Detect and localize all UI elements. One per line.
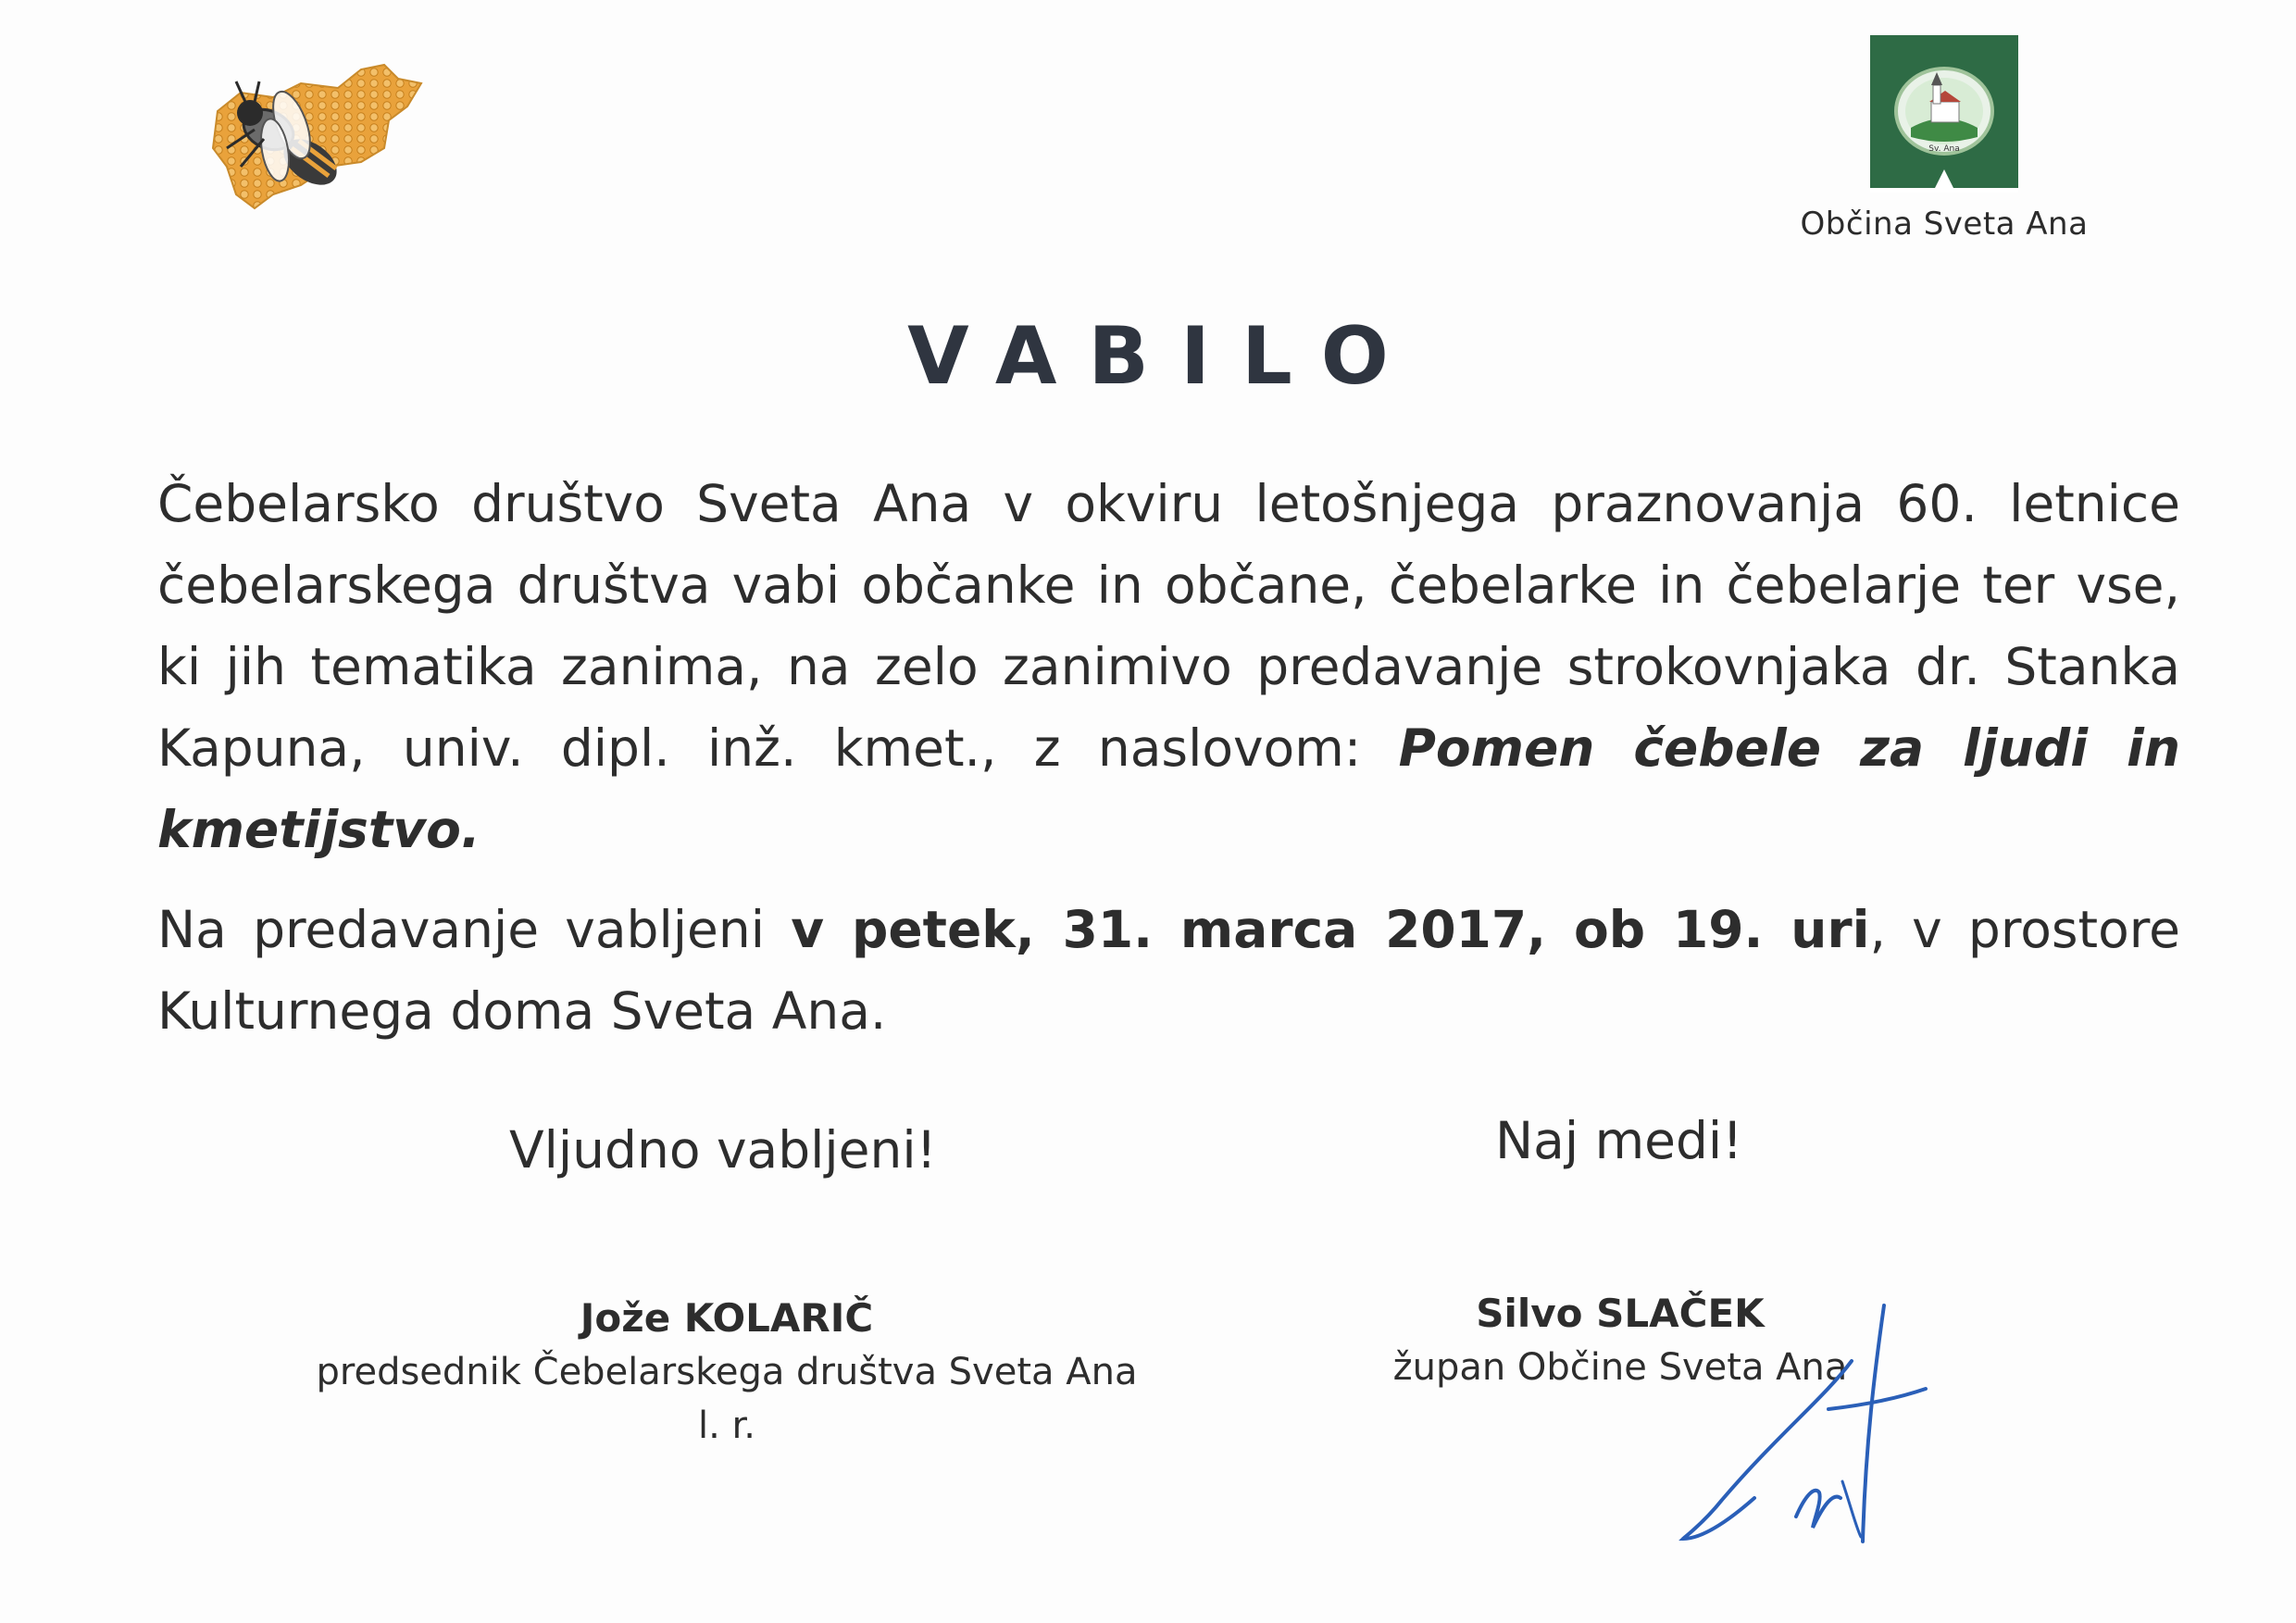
lecture-title: Pomen čebele za ljudi in kmetijstvo. xyxy=(157,718,2180,859)
signatory-left-note: l. r. xyxy=(697,1405,756,1447)
bee-honeycomb-logo-icon xyxy=(199,56,430,213)
event-location: , v prostore Kulturnega doma Sveta Ana. xyxy=(157,900,2181,1041)
municipality-caption: Občina Sveta Ana xyxy=(1800,206,2089,243)
signatory-right-role: župan Občine Sveta Ana xyxy=(1392,1346,1848,1389)
closing-greeting-left: Vljudno vabljeni! xyxy=(509,1120,937,1180)
invitation-text: Čebelarsko društvo Sveta Ana v okviru letošnjega praznovanja 60. letnice čebelarskega društva vabi občanke in občane, čebelarke in čebelarje ter vse, ki jih tematika zanima, na zelo zanimivo predavanje strokovnjaka dr. Stanka Kapuna, univ. dipl. inž. kmet., z naslovom: xyxy=(157,474,2180,778)
closing-greeting-right: Naj medi! xyxy=(1495,1111,1743,1170)
event-datetime: v petek, 31. marca 2017, ob 19. uri xyxy=(791,900,1870,959)
crest-text: Sv. Ana xyxy=(1928,144,1960,154)
signatory-left-role: predsednik Čebelarskega društva Sveta Ana xyxy=(316,1351,1138,1393)
invitation-paragraph xyxy=(157,463,2180,870)
signatory-right-name: Silvo SLAČEK xyxy=(1476,1291,1765,1336)
page-title: VABILO xyxy=(907,310,1420,403)
event-details-paragraph xyxy=(157,889,2180,1052)
municipality-crest-icon xyxy=(1870,35,2018,202)
signatory-left-name: Jože KOLARIČ xyxy=(580,1295,874,1341)
signatory-left xyxy=(278,1292,1176,1453)
event-prefix: Na predavanje vabljeni xyxy=(157,900,792,959)
handwritten-signature-icon xyxy=(1666,1296,1981,1574)
